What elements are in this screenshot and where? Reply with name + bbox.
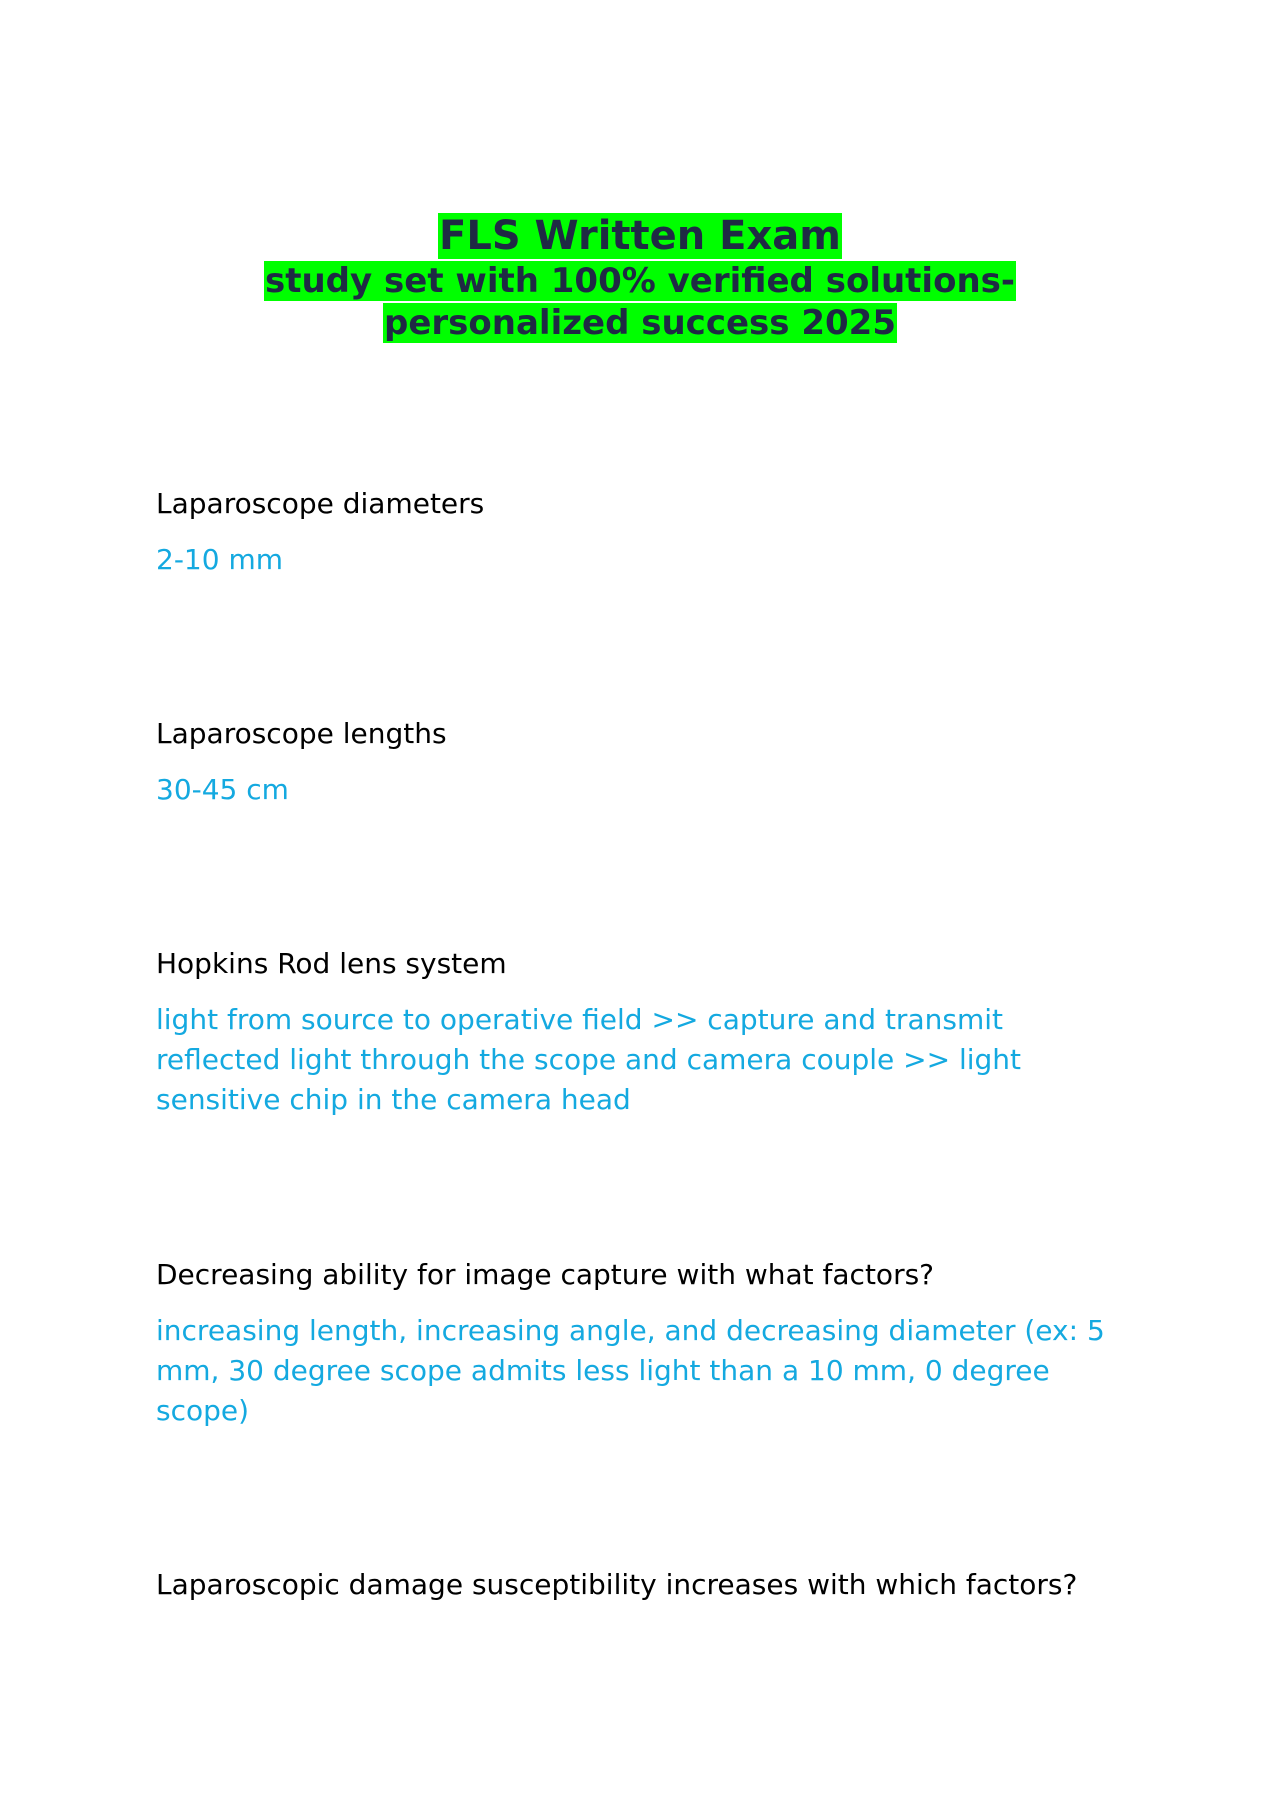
- flashcard-question: Laparoscope diameters: [156, 487, 485, 520]
- flashcard-answer: 2-10 mm: [156, 543, 283, 576]
- title-highlight: FLS Written Exam: [439, 213, 841, 259]
- flashcard-answer: increasing length, increasing angle, and decreasing diameter (ex: 5 mm, 30 degree scope admits less light than a 10 mm, 0 degree scope): [156, 1314, 1105, 1427]
- flashcard-question: Laparoscopic damage susceptibility increases with which factors?: [156, 1568, 1078, 1601]
- flashcard-question: Decreasing ability for image capture with what factors?: [156, 1258, 935, 1291]
- flashcard: [156, 484, 1116, 580]
- document-subtitle: [240, 260, 1040, 344]
- flashcard-answer: 30-45 cm: [156, 773, 289, 806]
- document-header: [0, 212, 1280, 344]
- flashcard: [156, 1255, 1116, 1431]
- flashcard-question: Laparoscope lengths: [156, 717, 447, 750]
- subtitle-highlight: study set with 100% verified solutions- personalized success 2025: [264, 261, 1015, 343]
- flashcard: [156, 944, 1116, 1120]
- document-title: [0, 212, 1280, 260]
- flashcard-question: Hopkins Rod lens system: [156, 947, 507, 980]
- flashcard: [156, 1565, 1116, 1605]
- flashcard: [156, 714, 1116, 810]
- flashcard-answer: light from source to operative field >> capture and transmit reflected light through the scope and camera couple >> light sensitive chip in the camera head: [156, 1003, 1022, 1116]
